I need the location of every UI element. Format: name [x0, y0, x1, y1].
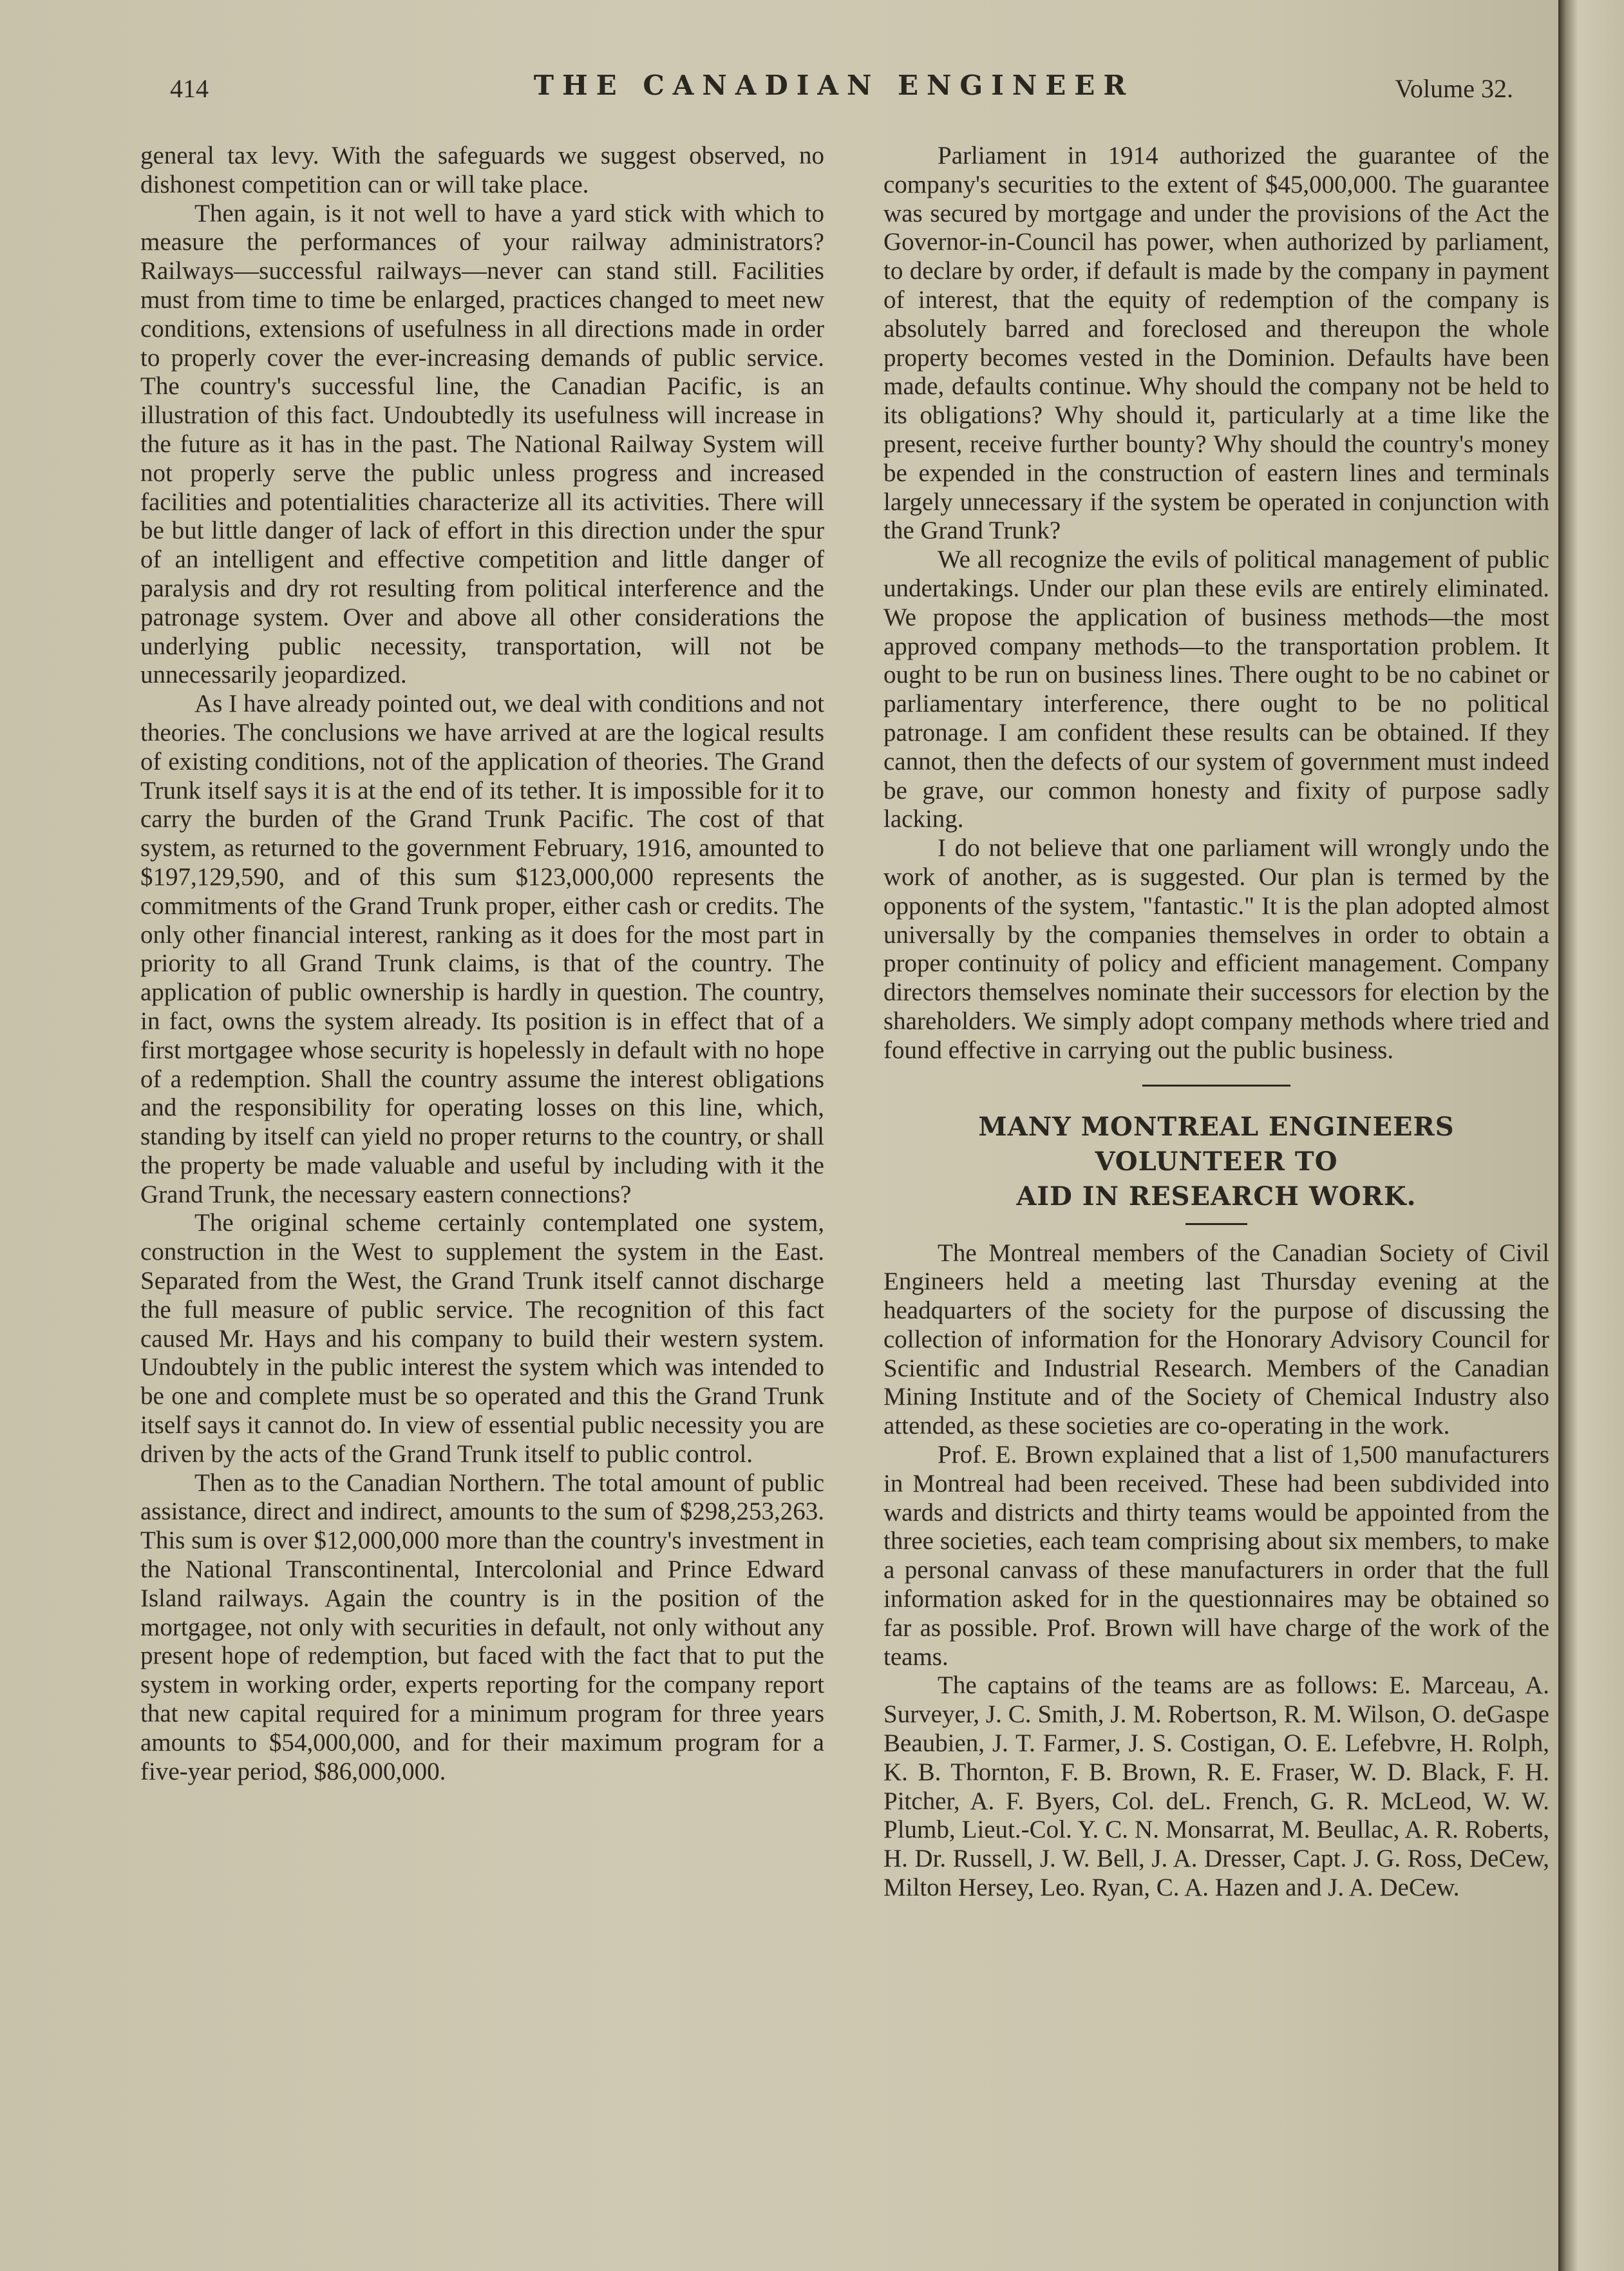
right-column — [883, 142, 1549, 1903]
page-binding-edge — [1558, 0, 1624, 2271]
section-divider — [1142, 1085, 1290, 1087]
paragraph: The original scheme certainly contemplated one system, construction in the West to supplement the system in the East. Separated from the West, the Grand Trunk itself cannot discharge the full measure of public service. The recognition of this fact caused Mr. Hays and his company to build their western system. Undoubtely in the public interest the system which was intended to be one and complete must be so operated and this the Grand Trunk itself says it cannot do. In view of essential public necessity you are driven by the acts of the Grand Trunk itself to public control. — [140, 1209, 824, 1468]
paragraph: The Montreal members of the Canadian Society of Civil Engineers held a meeting last Thursday evening at the headquarters of the society for the purpose of discussing the collection of information for the Honorary Advisory Council for Scientific and Industrial Research. Members of the Canadian Mining Institute and of the Society of Chemical Industry also attended, as these societies are co-operating in the work. — [883, 1239, 1549, 1440]
page-header — [155, 70, 1513, 108]
title-divider — [1185, 1223, 1247, 1225]
paragraph: Then again, is it not well to have a yard stick with which to measure the performances of your railway administrators? Railways—successful railways—never can stand still. Facilities must from time to time be enlarged, practices changed to meet new conditions, extensions of usefulness in all directions made in order to properly cover the ever-increasing demands of public service. The country's successful line, the Canadian Pacific, is an illustration of this fact. Undoubtedly its usefulness will increase in the future as it has in the past. The National Railway System will not properly serve the public unless progress and increased facilities and potentialities characterize all its activities. There will be but little danger of lack of effort in this direction under the spur of an intelligent and effective competition and little danger of paralysis and dry rot resulting from political interference and the patronage system. Over and above all other considerations the underlying public necessity, transportation, will not be unnecessarily jeopardized. — [140, 199, 824, 689]
left-column — [140, 142, 824, 1786]
article-title-line: AID IN RESEARCH WORK. — [1016, 1181, 1417, 1212]
article-title-line: MANY MONTREAL ENGINEERS VOLUNTEER TO — [978, 1111, 1455, 1177]
paragraph: Prof. E. Brown explained that a list of 1,500 manufacturers in Montreal had been received. These had been subdivided into wards and districts and thirty teams would be appointed from the three societies, each team comprising about six members, to make a personal canvass of these manufacturers in order that the full information asked for in the questionnaires may be obtained so far as possible. Prof. Brown will have charge of the work of the teams. — [883, 1441, 1549, 1671]
paragraph: Parliament in 1914 authorized the guarantee of the company's securities to the extent of $45,000,000. The guarantee was secured by mortgage and under the provisions of the Act the Governor-in-Council has power, when authorized by parliament, to declare by order, if default is made by the company in payment of interest, that the equity of redemption of the company is absolutely barred and foreclosed and thereupon the whole property becomes vested in the Dominion. Defaults have been made, defaults continue. Why should the company not be held to its obligations? Why should it, particularly at a time like the present, receive further bounty? Why should the country's money be expended in the construction of eastern lines and terminals largely unnecessary if the system be operated in conjunction with the Grand Trunk? — [883, 142, 1549, 545]
article-title — [883, 1110, 1549, 1214]
volume-label: Volume 32. — [1395, 74, 1513, 103]
paragraph: As I have already pointed out, we deal with conditions and not theories. The conclusions we have arrived at are the logical results of existing conditions, not of the application of theories. The Grand Trunk itself says it is at the end of its tether. It is impossible for it to carry the burden of the Grand Trunk Pacific. The cost of that system, as returned to the government February, 1916, amounted to $197,129,590, and of this sum $123,000,000 represents the commitments of the Grand Trunk proper, either cash or credits. The only other financial interest, ranking as it does for the most part in priority to all Grand Trunk claims, is that of the country. The application of public ownership is hardly in question. The country, in fact, owns the system already. Its position is in effect that of a first mortgagee whose security is hopelessly in default with no hope of a redemption. Shall the country assume the interest obligations and the responsibility for operating losses on this line, which, standing by itself can yield no proper returns to the country, or shall the property be made valuable and useful by including with it the Grand Trunk, the necessary eastern connections? — [140, 690, 824, 1208]
paragraph: I do not believe that one parliament will wrongly undo the work of another, as is suggested. Our plan is termed by the opponents of the system, "fantastic." It is the plan adopted almost universally by the companies themselves in order to obtain a proper continuity of policy and efficient management. Company directors themselves nominate their successors for election by the shareholders. We simply adopt company methods where tried and found effective in carrying out the public business. — [883, 834, 1549, 1064]
paragraph: The captains of the teams are as follows: E. Marceau, A. Surveyer, J. C. Smith, J. M. Robertson, R. M. Wilson, O. deGaspe Beaubien, J. T. Farmer, J. S. Costigan, O. E. Lefebvre, H. Rolph, K. B. Thornton, F. B. Brown, R. E. Fraser, W. D. Black, F. H. Pitcher, A. F. Byers, Col. deL. French, G. R. McLeod, W. W. Plumb, Lieut.-Col. Y. C. N. Monsarrat, M. Beullac, A. R. Roberts, H. Dr. Russell, J. W. Bell, J. A. Dresser, Capt. J. G. Ross, DeCew, Milton Hersey, Leo. Ryan, C. A. Hazen and J. A. DeCew. — [883, 1671, 1549, 1902]
journal-title: THE CANADIAN ENGINEER — [533, 70, 1135, 101]
paragraph: general tax levy. With the safeguards we suggest observed, no dishonest competition can or will take place. — [140, 142, 824, 198]
paragraph: Then as to the Canadian Northern. The total amount of public assistance, direct and indirect, amounts to the sum of $298,253,263. This sum is over $12,000,000 more than the country's investment in the National Transcontinental, Intercolonial and Prince Edward Island railways. Again the country is in the position of the mortgagee, not only with securities in default, not only without any present hope of redemption, but faced with the fact that to put the system in working order, experts reporting for the company report that new capital required for a minimum program for three years amounts to $54,000,000, and for their maximum program for a five-year period, $86,000,000. — [140, 1468, 824, 1785]
page-number: 414 — [170, 74, 209, 103]
paragraph: We all recognize the evils of political management of public undertakings. Under our plan these evils are entirely eliminated. We propose the application of business methods—the most approved company methods—to the transportation problem. It ought to be run on business lines. There ought to be no cabinet or parliamentary interference, there ought to be no political patronage. I am confident these results can be obtained. If they cannot, then the defects of our system of government must indeed be grave, our common honesty and fixity of purpose sadly lacking. — [883, 546, 1549, 833]
